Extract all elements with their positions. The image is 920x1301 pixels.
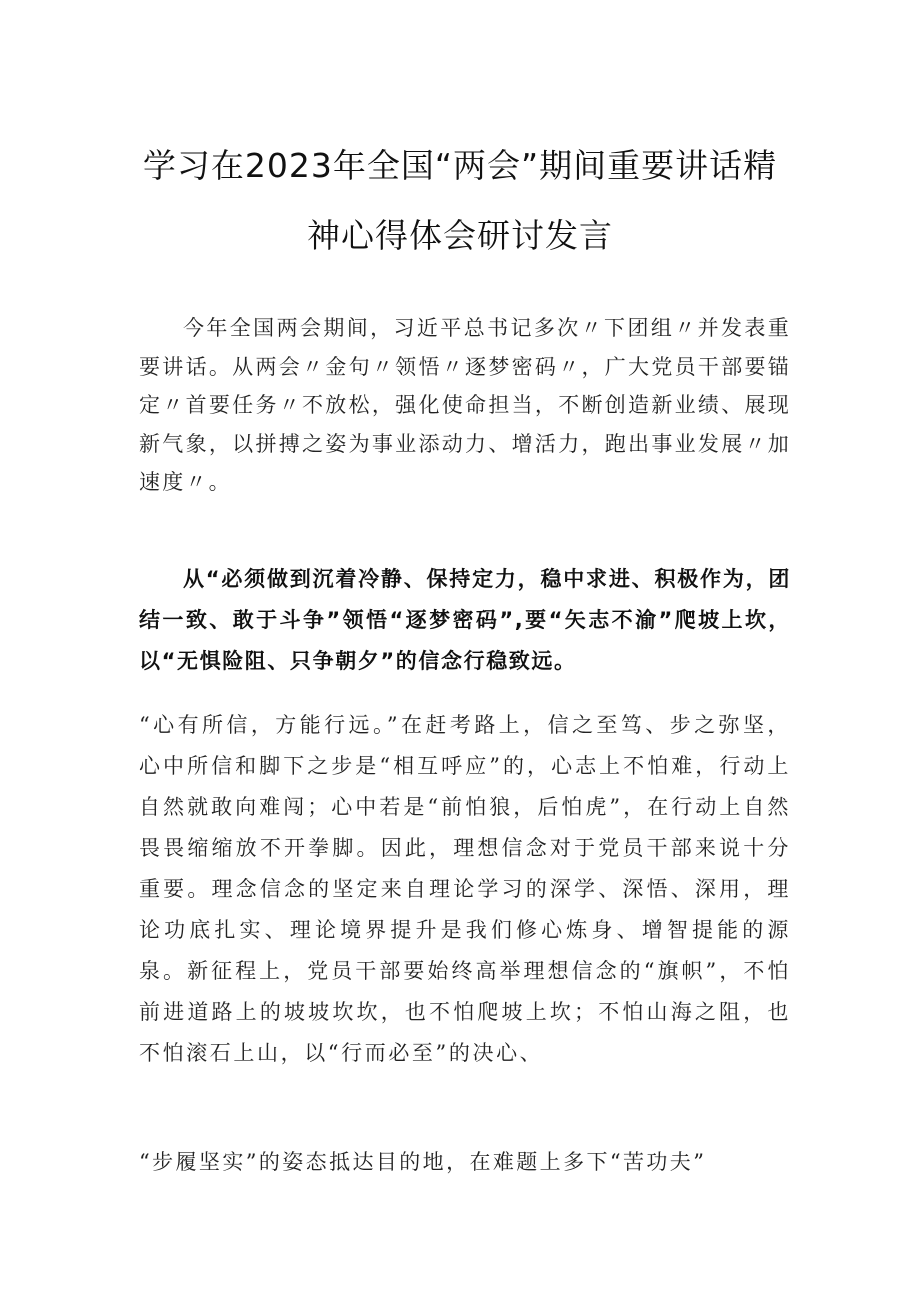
paragraph-intro: 今年全国两会期间，习近平总书记多次〃下团组〃并发表重要讲话。从两会〃金句〃领悟〃逐梦密码〃，广大党员干部要锚定〃首要任务〃不放松，强化使命担当，不断创造新业绩、展现新气象，以拼搏之姿为事业添动力、增活力，跑出事业发展〃加速度〃。 bbox=[139, 316, 791, 494]
paragraph-continuation: “步履坚实”的姿态抵达目的地，在难题上多下“苦功夫” bbox=[139, 1150, 707, 1174]
document-title-line-1: 学习在2023年全国“两会”期间重要讲话精 bbox=[142, 146, 778, 185]
paragraph-bold-heading: 从“必须做到沉着冷静、保持定力，稳中求进、积极作为，团结一致、敢于斗争”领悟“逐梦密码”,要“矢志不渝”爬坡上坎，以“无惧险阻、只争朝夕”的信念行稳致远。 bbox=[139, 567, 791, 673]
document-title-line-2: 神心得体会研讨发言 bbox=[307, 216, 613, 255]
paragraph-body: “心有所信，方能行远。”在赶考路上，信之至笃、步之弥坚，心中所信和脚下之步是“相互呼应”的，心志上不怕难，行动上自然就敢向难闯；心中若是“前怕狼，后怕虎”，在行动上自然畏畏缩缩放不开拳脚。因此，理想信念对于党员干部来说十分重要。理念信念的坚定来自理论学习的深学、深悟、深用，理论功底扎实、理论境界提升是我们修心炼身、增智提能的源泉。新征程上，党员干部要始终高举理想信念的“旗帜”，不怕前进道路上的坡坡坎坎，也不怕爬坡上坎；不怕山海之阻，也不怕滚石上山，以“行而必至”的决心、 bbox=[139, 713, 791, 1065]
